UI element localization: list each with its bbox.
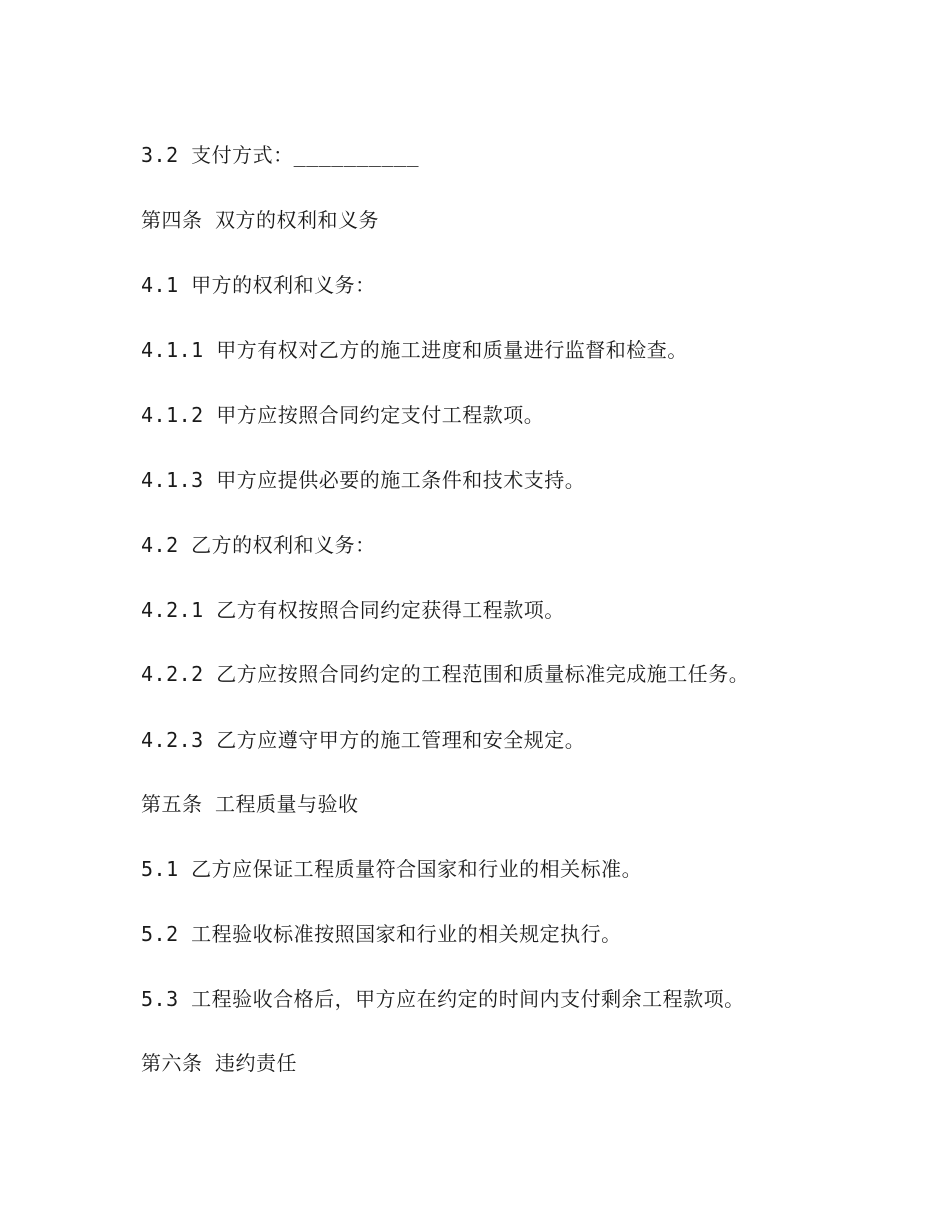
clause-5-2: 5.2 工程验收标准按照国家和行业的相关规定执行。: [141, 922, 622, 946]
article-4-heading: 第四条 双方的权利和义务: [141, 208, 380, 232]
clause-4-1-1: 4.1.1 甲方有权对乙方的施工进度和质量进行监督和检查。: [141, 338, 688, 362]
clause-4-2: 4.2 乙方的权利和义务：: [141, 533, 376, 557]
clause-4-2-1: 4.2.1 乙方有权按照合同约定获得工程款项。: [141, 598, 565, 622]
clause-4-1: 4.1 甲方的权利和义务：: [141, 273, 376, 297]
article-6-heading: 第六条 违约责任: [141, 1051, 298, 1075]
clause-4-1-3: 4.1.3 甲方应提供必要的施工条件和技术支持。: [141, 468, 586, 492]
clause-5-1: 5.1 乙方应保证工程质量符合国家和行业的相关标准。: [141, 857, 643, 881]
clause-3-2-payment-method: 3.2 支付方式：__________: [141, 143, 420, 167]
clause-4-2-2: 4.2.2 乙方应按照合同约定的工程范围和质量标准完成施工任务。: [141, 662, 750, 686]
clause-5-3: 5.3 工程验收合格后，甲方应在约定的时间内支付剩余工程款项。: [141, 987, 745, 1011]
article-5-heading: 第五条 工程质量与验收: [141, 792, 359, 816]
clause-4-2-3: 4.2.3 乙方应遵守甲方的施工管理和安全规定。: [141, 728, 586, 752]
clause-4-1-2: 4.1.2 甲方应按照合同约定支付工程款项。: [141, 403, 545, 427]
